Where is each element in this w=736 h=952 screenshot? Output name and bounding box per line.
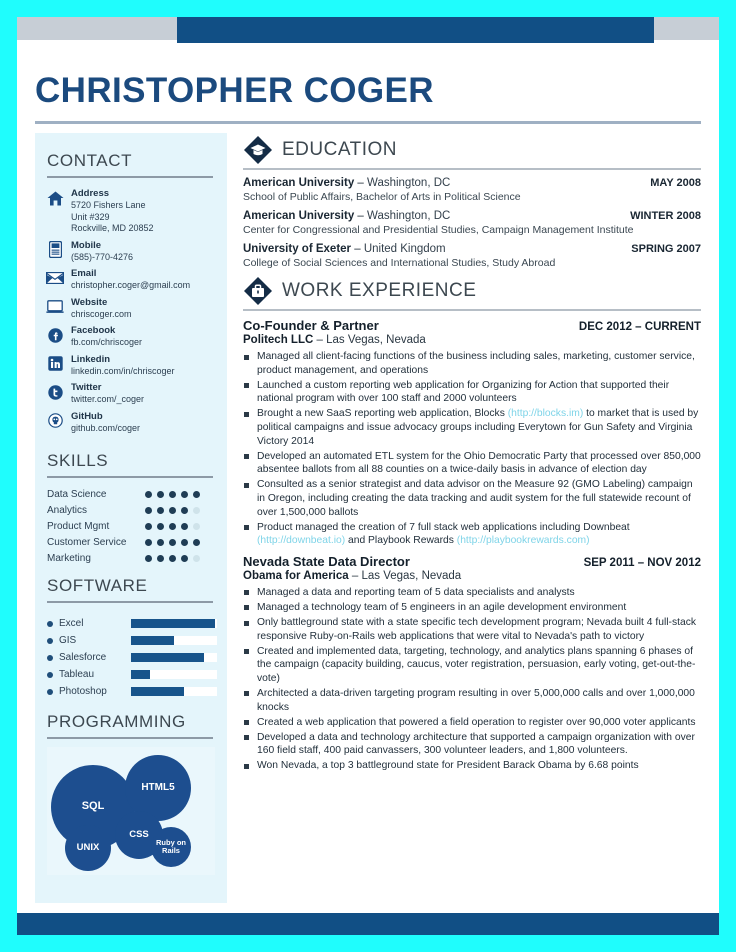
software-bar-track <box>131 636 217 645</box>
job-company-name: Politech LLC <box>243 334 314 346</box>
education-date: MAY 2008 <box>650 177 701 189</box>
name-header <box>17 45 719 124</box>
skill-row <box>47 486 217 502</box>
github-icon <box>45 412 65 430</box>
website-icon <box>45 298 65 316</box>
skill-label: Marketing <box>47 552 91 564</box>
software-label: GIS <box>59 635 77 646</box>
rating-dot <box>169 491 176 498</box>
education-location: United Kingdom <box>363 243 446 255</box>
facebook-icon <box>45 326 65 344</box>
job-separator: – <box>313 334 327 346</box>
inline-link[interactable]: (http://downbeat.io) <box>257 535 346 547</box>
software-bar-fill <box>131 687 184 696</box>
rating-dot <box>169 555 176 562</box>
rating-dot <box>193 507 200 514</box>
programming-bubble <box>151 827 191 867</box>
job-bullet: Managed a technology team of 5 engineers in an agile development environment <box>243 601 701 615</box>
education-date: WINTER 2008 <box>630 210 701 222</box>
software-bar-track <box>131 619 217 628</box>
software-bar-fill <box>131 653 204 662</box>
software-bar-fill <box>131 636 174 645</box>
job-bullet-list <box>243 586 701 773</box>
education-school <box>243 210 450 222</box>
skills-divider <box>47 476 213 478</box>
contact-item-github[interactable] <box>45 411 219 435</box>
contact-item-body <box>71 411 219 435</box>
contact-item-label: Twitter <box>71 382 102 393</box>
education-school <box>243 177 450 189</box>
skill-row <box>47 518 217 534</box>
contact-list <box>35 186 227 443</box>
rating-dot <box>145 539 152 546</box>
contact-item-value: Rockville, MD 20852 <box>71 223 154 233</box>
education-entry-header <box>243 210 701 222</box>
skill-row <box>47 550 217 566</box>
contact-item-facebook[interactable] <box>45 325 219 349</box>
education-rule <box>243 168 701 170</box>
software-bar-track <box>131 670 217 679</box>
inline-link[interactable]: (http://blocks.im) <box>507 408 584 420</box>
software-bar-track <box>131 653 217 662</box>
contact-item-value: linkedin.com/in/chriscoger <box>71 365 175 376</box>
footer-accent-bar <box>17 913 719 935</box>
job-company <box>243 334 701 346</box>
software-label: Tableau <box>59 669 95 680</box>
graduation-cap-icon <box>243 135 273 165</box>
software-bullet-icon <box>47 689 53 695</box>
rating-dot <box>157 507 164 514</box>
job-bullet: Managed a data and reporting team of 5 data specialists and analysts <box>243 586 701 600</box>
software-heading: SOFTWARE <box>47 576 148 595</box>
contact-heading: CONTACT <box>47 151 133 170</box>
education-entry <box>243 243 701 269</box>
education-entry <box>243 210 701 236</box>
contact-item-value: github.com/coger <box>71 422 141 433</box>
contact-item-body <box>71 325 219 349</box>
contact-item-value: twitter.com/_coger <box>71 394 145 404</box>
contact-item-twitter[interactable] <box>45 382 219 406</box>
job-bullet: Product managed the creation of 7 full stack web applications including Downbeat (http://downbeat.io) and Playbook Rewards (http://playbookrewards.com) <box>243 521 701 548</box>
contact-item-label: GitHub <box>71 410 103 422</box>
rating-dot <box>145 555 152 562</box>
job-bullet: Architected a data-driven targeting program resulting in over 5,000,000 calls and over 1,000,000 knocks <box>243 687 701 714</box>
skill-rating-dots <box>145 491 217 498</box>
job-date: DEC 2012 – CURRENT <box>578 321 701 333</box>
job-date: SEP 2011 – NOV 2012 <box>583 556 701 569</box>
rating-dot <box>157 539 164 546</box>
skill-row <box>47 534 217 550</box>
work-entry <box>243 318 701 548</box>
software-bullet-icon <box>47 672 53 678</box>
linkedin-icon <box>45 355 65 373</box>
contact-item-label: Email <box>71 268 97 279</box>
programming-bubble-label: UNIX <box>76 842 100 854</box>
skill-label: Product Mgmt <box>47 520 110 532</box>
education-separator: – <box>354 210 368 222</box>
skill-rating-dots <box>145 555 217 562</box>
skills-list <box>35 486 227 568</box>
software-label: Photoshop <box>59 686 107 697</box>
software-row <box>47 666 217 683</box>
rating-dot <box>145 507 152 514</box>
rating-dot <box>181 507 188 514</box>
home-icon <box>45 189 65 207</box>
job-bullet: Won Nevada, a top 3 battleground state for President Barack Obama by 6.68 points <box>243 759 701 773</box>
software-row <box>47 632 217 649</box>
education-school-name: American University <box>243 177 355 189</box>
rating-dot <box>181 555 188 562</box>
mobile-icon <box>45 241 65 259</box>
work-section-header <box>243 276 701 306</box>
rating-dot <box>157 555 164 562</box>
header-accent-bar-blue <box>177 17 654 43</box>
job-bullet-list <box>243 350 701 548</box>
contact-divider <box>47 176 213 178</box>
software-bar-fill <box>131 619 215 628</box>
education-separator: – <box>351 243 364 255</box>
education-school-name: American University <box>243 210 355 222</box>
contact-item-label: Facebook <box>71 325 116 336</box>
education-entry-header <box>243 243 701 255</box>
job-separator: – <box>348 569 362 582</box>
contact-item-label: Mobile <box>71 239 102 251</box>
education-entry <box>243 177 701 203</box>
contact-item-mobile[interactable] <box>45 240 219 264</box>
inline-link[interactable]: (http://playbookrewards.com) <box>456 535 590 547</box>
education-detail: College of Social Sciences and International Studies, Study Abroad <box>243 257 556 269</box>
contact-item-body <box>71 382 219 406</box>
contact-item-body <box>71 268 219 292</box>
skill-label: Customer Service <box>47 536 127 548</box>
briefcase-icon <box>243 276 273 306</box>
job-title: Nevada State Data Director <box>243 553 410 569</box>
contact-item-linkedin[interactable] <box>45 354 219 378</box>
software-label: Excel <box>59 618 84 629</box>
contact-item-value: chriscoger.com <box>71 308 132 319</box>
software-bar-fill <box>131 670 150 679</box>
education-section-header <box>243 135 701 165</box>
rating-dot <box>169 523 176 530</box>
education-school <box>243 243 446 255</box>
rating-dot <box>181 539 188 546</box>
job-company-name: Obama for America <box>243 569 349 582</box>
software-row <box>47 615 217 632</box>
rating-dot <box>157 523 164 530</box>
contact-item-address[interactable] <box>45 188 219 235</box>
software-divider <box>47 601 213 603</box>
work-list <box>243 318 701 773</box>
job-company <box>243 570 701 582</box>
work-rule <box>243 309 701 311</box>
sidebar <box>35 133 227 903</box>
main-content <box>227 133 719 779</box>
contact-item-label: Website <box>71 296 108 308</box>
contact-item-body <box>71 240 219 264</box>
twitter-icon <box>45 383 65 401</box>
skills-heading: SKILLS <box>47 451 109 470</box>
software-list <box>35 611 227 704</box>
rating-dot <box>193 539 200 546</box>
education-separator: – <box>354 177 368 189</box>
rating-dot <box>193 523 200 530</box>
rating-dot <box>145 491 152 498</box>
education-location: Washington, DC <box>367 177 451 189</box>
programming-divider <box>47 737 213 739</box>
education-list <box>243 177 701 269</box>
education-title: EDUCATION <box>282 139 397 160</box>
programming-bubble-label: Ruby on Rails <box>156 838 186 855</box>
education-entry-header <box>243 177 701 189</box>
programming-bubble-label: SQL <box>81 800 105 813</box>
rating-dot <box>169 539 176 546</box>
skill-rating-dots <box>145 539 217 546</box>
rating-dot <box>193 555 200 562</box>
software-bar-track <box>131 687 217 696</box>
job-location: Las Vegas, Nevada <box>361 569 462 582</box>
contact-item-body <box>71 188 219 235</box>
programming-bubble <box>65 825 111 871</box>
rating-dot <box>193 491 200 498</box>
contact-item-value: (585)-770-4276 <box>71 251 134 262</box>
programming-bubble-label: HTML5 <box>141 781 175 793</box>
contact-item-website[interactable] <box>45 297 219 321</box>
name-divider <box>35 121 701 124</box>
skill-row <box>47 502 217 518</box>
skill-label: Data Science <box>47 488 107 500</box>
education-school-name: University of Exeter <box>243 243 352 255</box>
programming-bubble-label: CSS <box>129 829 149 841</box>
skill-rating-dots <box>145 507 217 514</box>
contact-item-body <box>71 297 219 321</box>
resume-page <box>17 17 719 935</box>
education-detail: School of Public Affairs, Bachelor of Arts in Political Science <box>243 191 521 203</box>
programming-heading: PROGRAMMING <box>47 712 186 731</box>
contact-item-value: fb.com/chriscoger <box>71 337 143 347</box>
contact-item-value: 5720 Fishers Lane <box>71 200 146 210</box>
work-entry <box>243 554 701 773</box>
contact-item-value: Unit #329 <box>71 211 110 222</box>
rating-dot <box>181 523 188 530</box>
software-bullet-icon <box>47 638 53 644</box>
rating-dot <box>157 491 164 498</box>
education-location: Washington, DC <box>367 210 451 222</box>
job-bullet: Developed an automated ETL system for the Ohio Democratic Party that processed over 850,000 absentee ballots from all 88 counties on a twice-daily basis in advance of election day <box>243 450 701 477</box>
job-bullet: Consulted as a senior strategist and data advisor on the Measure 92 (GMO Labeling) campaign in Oregon, including creating the data tracking and audit system for the full statewide recount of over 1,500,000 ballots <box>243 478 701 519</box>
contact-item-label: Address <box>71 188 110 199</box>
software-row <box>47 683 217 700</box>
software-label: Salesforce <box>59 652 107 663</box>
education-date: SPRING 2007 <box>631 243 701 255</box>
email-icon <box>45 269 65 287</box>
job-bullet: Created and implemented data, targeting, technology, and analytics plans spanning 6 phases of the campaign (capacity building, caucus, voter registration, persuasion, early voting, get-out-the-vote) <box>243 645 701 686</box>
skill-rating-dots <box>145 523 217 530</box>
contact-item-email[interactable] <box>45 268 219 292</box>
job-bullet: Managed all client-facing functions of the business including sales, marketing, customer service, product management, and operations <box>243 350 701 377</box>
contact-item-value: christopher.coger@gmail.com <box>71 280 191 290</box>
job-title: Co-Founder & Partner <box>243 318 379 333</box>
software-bullet-icon <box>47 621 53 627</box>
job-bullet: Created a web application that powered a field operation to register over 90,000 voter applicants <box>243 716 701 730</box>
job-bullet: Only battleground state with a state specific tech development program; Nevada built 4 full-stack responsive Ruby-on-Rails web applications that were vital to Nevada's path to victory <box>243 616 701 643</box>
job-bullet: Launched a custom reporting web application for Organizing for Action that supported their national program with over 100 staff and 2000 volunteers <box>243 379 701 406</box>
rating-dot <box>169 507 176 514</box>
work-entry-header <box>243 318 701 333</box>
rating-dot <box>181 491 188 498</box>
software-row <box>47 649 217 666</box>
contact-item-body <box>71 354 219 378</box>
contact-item-label: Linkedin <box>71 353 111 365</box>
job-location: Las Vegas, Nevada <box>326 334 426 346</box>
rating-dot <box>145 523 152 530</box>
skill-label: Analytics <box>47 504 88 516</box>
work-title: WORK EXPERIENCE <box>282 280 477 301</box>
job-bullet: Brought a new SaaS reporting web application, Blocks (http://blocks.im) to market that is used by political campaigns and issue advocacy groups including Everytown for Gun Safety and Virginia Victory 2014 <box>243 407 701 448</box>
page-title: CHRISTOPHER COGER <box>35 71 434 110</box>
software-bullet-icon <box>47 655 53 661</box>
programming-bubble-chart <box>47 747 215 875</box>
job-bullet: Developed a data and technology architecture that supported a campaign organization with over 160 field staff, 400 paid canvassers, 300 volunteer leaders, and 1,800 volunteers. <box>243 731 701 758</box>
education-detail: Center for Congressional and Presidential Studies, Campaign Management Institute <box>243 224 634 236</box>
work-entry-header <box>243 554 701 569</box>
